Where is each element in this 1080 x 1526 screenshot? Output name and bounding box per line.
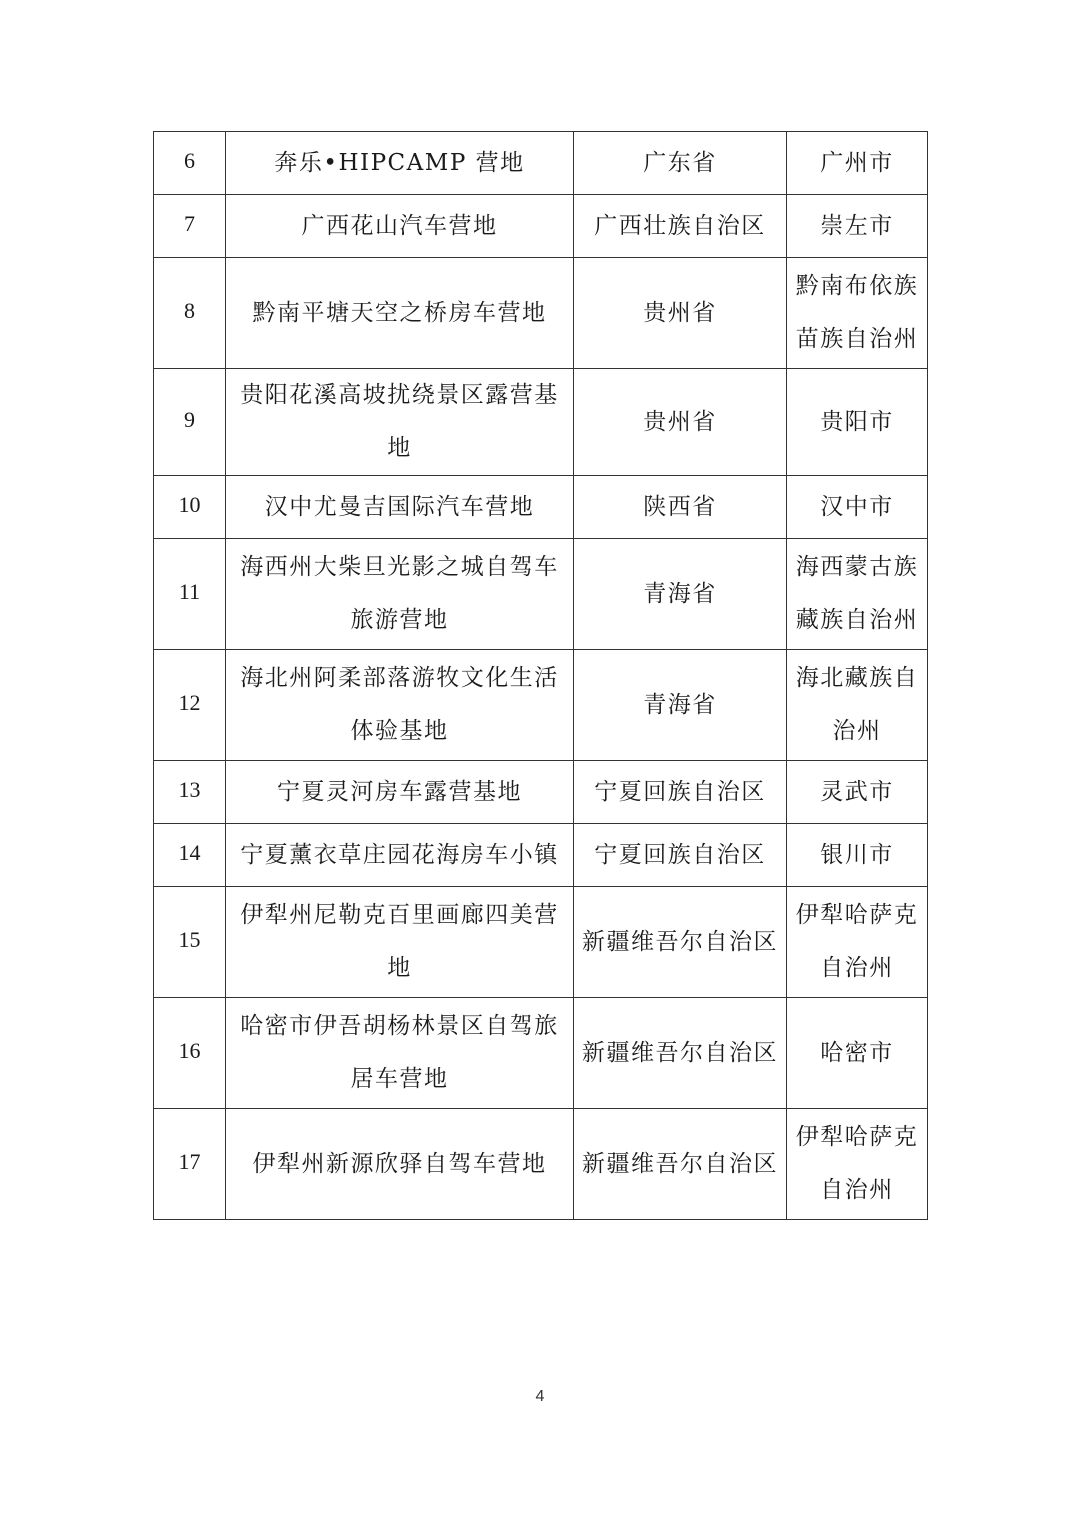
province: 青海省 <box>574 650 787 761</box>
campsite-name: 宁夏薰衣草庄园花海房车小镇 <box>226 824 574 887</box>
province: 陕西省 <box>574 476 787 539</box>
row-number: 11 <box>154 539 226 650</box>
city: 海西蒙古族藏族自治州 <box>787 539 928 650</box>
campsite-name: 海西州大柴旦光影之城自驾车旅游营地 <box>226 539 574 650</box>
city: 汉中市 <box>787 476 928 539</box>
table-row <box>154 998 928 1109</box>
province: 贵州省 <box>574 369 787 476</box>
row-number: 14 <box>154 824 226 887</box>
city: 贵阳市 <box>787 369 928 476</box>
row-number: 13 <box>154 761 226 824</box>
city: 黔南布依族苗族自治州 <box>787 258 928 369</box>
campsite-table <box>153 131 928 1220</box>
table-row <box>154 258 928 369</box>
row-number: 10 <box>154 476 226 539</box>
campsite-name: 伊犁州新源欣驿自驾车营地 <box>226 1109 574 1220</box>
province: 新疆维吾尔自治区 <box>574 998 787 1109</box>
campsite-name: 宁夏灵河房车露营基地 <box>226 761 574 824</box>
city: 伊犁哈萨克自治州 <box>787 887 928 998</box>
table-row <box>154 761 928 824</box>
province: 宁夏回族自治区 <box>574 761 787 824</box>
table-row <box>154 824 928 887</box>
row-number: 16 <box>154 998 226 1109</box>
table-row <box>154 369 928 476</box>
city: 银川市 <box>787 824 928 887</box>
table-row <box>154 887 928 998</box>
city: 海北藏族自治州 <box>787 650 928 761</box>
campsite-name: 伊犁州尼勒克百里画廊四美营地 <box>226 887 574 998</box>
province: 广东省 <box>574 132 787 195</box>
row-number: 15 <box>154 887 226 998</box>
province: 青海省 <box>574 539 787 650</box>
table-row <box>154 650 928 761</box>
campsite-name: 哈密市伊吾胡杨林景区自驾旅居车营地 <box>226 998 574 1109</box>
table-row <box>154 539 928 650</box>
city: 伊犁哈萨克自治州 <box>787 1109 928 1220</box>
city: 哈密市 <box>787 998 928 1109</box>
campsite-name: 海北州阿柔部落游牧文化生活体验基地 <box>226 650 574 761</box>
province: 宁夏回族自治区 <box>574 824 787 887</box>
page-number: 4 <box>535 1388 545 1405</box>
table-row <box>154 476 928 539</box>
row-number: 17 <box>154 1109 226 1220</box>
campsite-name: 奔乐•HIPCAMP 营地 <box>226 132 574 195</box>
province: 新疆维吾尔自治区 <box>574 887 787 998</box>
province: 贵州省 <box>574 258 787 369</box>
province: 广西壮族自治区 <box>574 195 787 258</box>
province: 新疆维吾尔自治区 <box>574 1109 787 1220</box>
row-number: 8 <box>154 258 226 369</box>
campsite-name: 广西花山汽车营地 <box>226 195 574 258</box>
row-number: 6 <box>154 132 226 195</box>
city: 灵武市 <box>787 761 928 824</box>
campsite-name: 汉中尤曼吉国际汽车营地 <box>226 476 574 539</box>
campsite-name: 贵阳花溪高坡扰绕景区露营基地 <box>226 369 574 476</box>
row-number: 12 <box>154 650 226 761</box>
table-row <box>154 195 928 258</box>
campsite-name: 黔南平塘天空之桥房车营地 <box>226 258 574 369</box>
row-number: 9 <box>154 369 226 476</box>
city: 广州市 <box>787 132 928 195</box>
table-row <box>154 1109 928 1220</box>
row-number: 7 <box>154 195 226 258</box>
city: 崇左市 <box>787 195 928 258</box>
table-row <box>154 132 928 195</box>
